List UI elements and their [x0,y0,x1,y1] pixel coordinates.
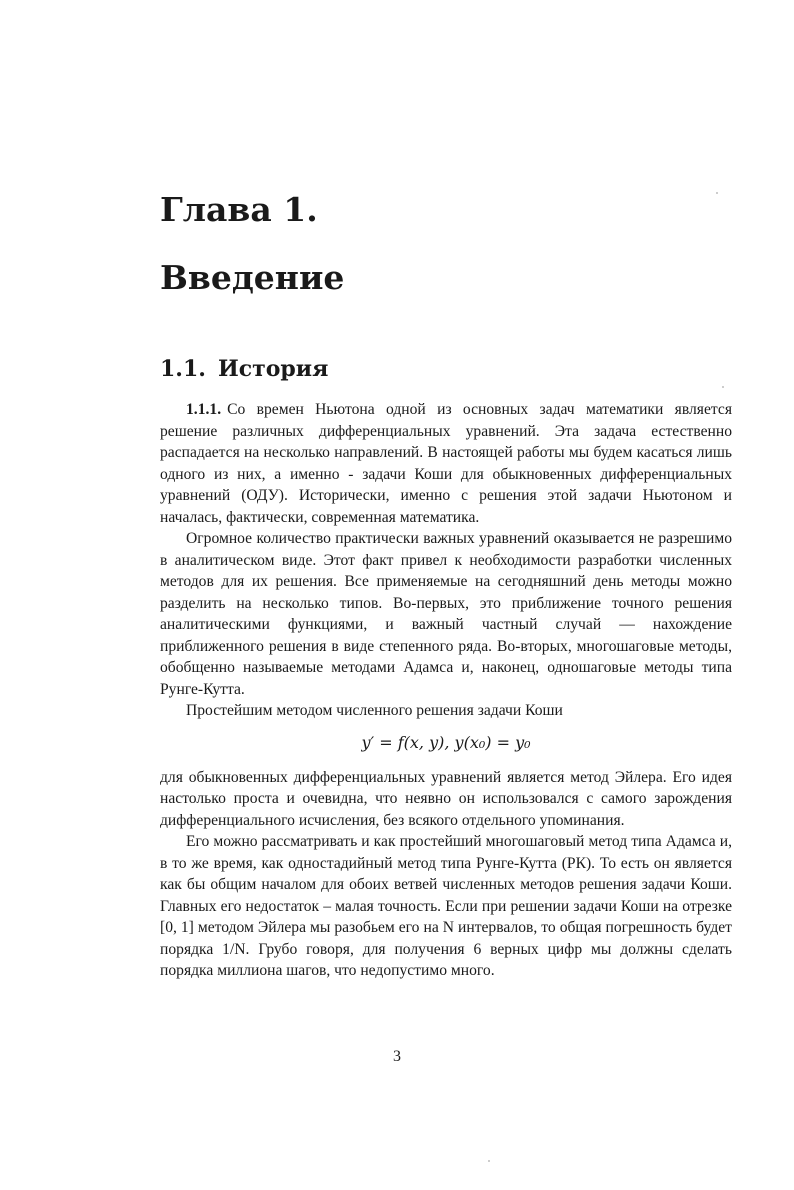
paragraph-1 [160,399,732,528]
page-number: 3 [393,1048,401,1065]
paragraph-2: Огромное количество практически важных уравнений оказывается не разрешимо в аналитическом виде. Этот факт привел к необходимости разработки численных методов для их решения. Все применяемые на сегодняшний день методы можно разделить на несколько типов. Во-первых, это приближение точного решения аналитическими функциями, и важный частный случай — нахождение приближенного решения в виде степенного ряда. Во-вторых, многошаговые методы, обобщенно называемые методами Адамса и, наконец, одношаговые методы типа Рунге-Кутта. [160,530,732,698]
section-number: 1.1. [160,356,206,382]
chapter-label: Глава 1. [160,190,318,229]
scan-speck [488,1160,490,1162]
paragraph-3: Простейшим методом численного решения задачи Коши [186,702,563,719]
paragraph-4: для обыкновенных дифференциальных уравнений является метод Эйлера. Его идея настолько проста и очевидна, что неявно он использовался с самого зарождения дифференциального исчисления, без всякого отдельного упоминания. [160,768,732,829]
section-heading [160,354,328,384]
paragraph-5: Его можно рассматривать и как простейший многошаговый метод типа Адамса и, в то же время, как одностадийный метод типа Рунге-Кутта (РК). То есть он является как бы общим началом для обоих ветвей численных методов решения задачи Коши. Главных его недостаток – малая точность. Если при решении задачи Коши на отрезке [0, 1] методом Эйлера мы разобьем его на N интервалов, то общая погрешность будет порядка 1/N. Грубо говоря, для получения 6 верных цифр мы должны сделать порядка миллиона шагов, что недопустимо много. [160,833,732,979]
section-title: История [217,356,329,382]
scan-speck [722,386,724,388]
body-text [160,399,732,982]
paragraph-number: 1.1.1. [186,401,222,418]
paragraph-1-text: Со времен Ньютона одной из основных задач математики является решение различных дифференциальных уравнений. Эта задача естественно распадается на несколько направлений. В настоящей работы мы будем касаться лишь одного из них, а именно - задачи Коши для обыкновенных дифференциальных уравнений (ОДУ). Исторически, именно с решения этой задачи Ньютоном и началась, фактически, современная математика. [160,401,732,526]
chapter-title: Введение [160,258,345,297]
cauchy-equation: y′ = f(x, y), y(x₀) = y₀ [361,732,531,752]
scan-speck [716,192,718,194]
